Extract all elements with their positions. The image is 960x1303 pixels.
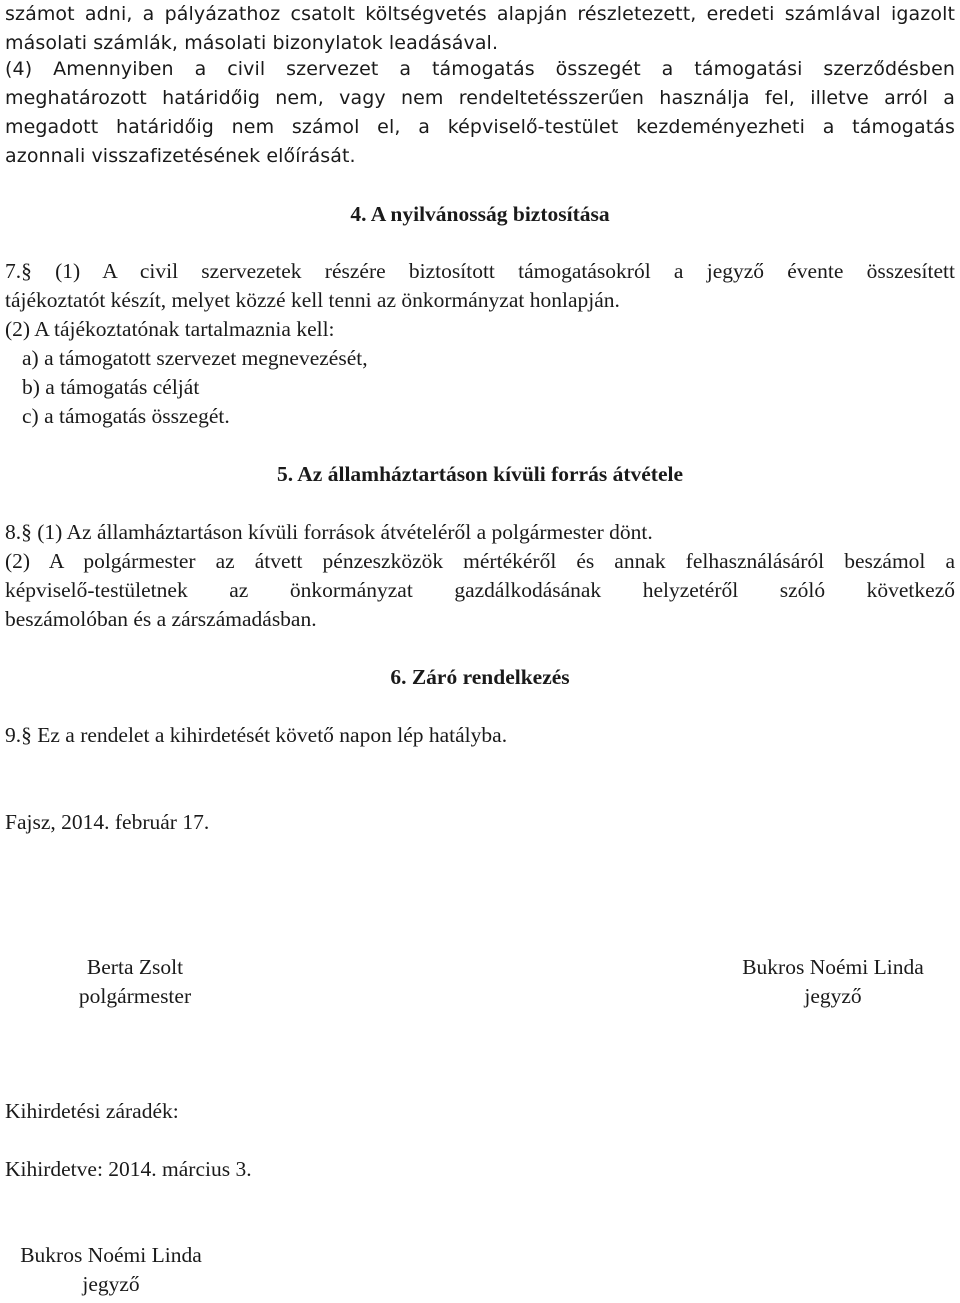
- signature-name-left: Berta Zsolt: [86, 955, 184, 979]
- section-heading: 4. A nyilvánosság biztosítása: [350, 202, 610, 226]
- paragraph-line: képviselő-testületnek az önkormányzat gazdálkodásának helyzetéről szóló következő: [5, 578, 955, 602]
- paragraph-line: másolati számlák, másolati bizonylatok leadásával.: [5, 32, 499, 54]
- paragraph-line: 9.§ Ez a rendelet a kihirdetését követő napon lép hatályba.: [5, 723, 508, 747]
- promulgation-title: jegyző: [82, 1272, 140, 1296]
- paragraph-line: 8.§ (1) Az államháztartáson kívüli források átvételéről a polgármester dönt.: [5, 520, 653, 544]
- paragraph-line: (2) A polgármester az átvett pénzeszközök mértékéről és annak felhasználásáról beszámol a: [5, 549, 955, 573]
- signature-title-left: polgármester: [78, 984, 192, 1008]
- place-date: Fajsz, 2014. február 17.: [5, 810, 210, 834]
- list-item: a) a támogatott szervezet megnevezését,: [22, 346, 368, 370]
- promulgation-date: Kihirdetve: 2014. március 3.: [5, 1157, 252, 1181]
- paragraph-line: (4) Amennyiben a civil szervezet a támogatás összegét a támogatási szerződésben: [5, 58, 955, 80]
- promulgation-heading: Kihirdetési záradék:: [5, 1099, 179, 1123]
- paragraph-line: (2) A tájékoztatónak tartalmaznia kell:: [5, 317, 335, 341]
- paragraph-line: azonnali visszafizetésének előírását.: [5, 145, 356, 167]
- paragraph-line: meghatározott határidőig nem, vagy nem rendeltetésszerűen használja fel, illetve arról a: [5, 87, 955, 109]
- list-item: c) a támogatás összegét.: [22, 404, 230, 428]
- paragraph-line: tájékoztatót készít, melyet közzé kell tenni az önkormányzat honlapján.: [5, 288, 620, 312]
- signature-title-right: jegyző: [804, 984, 862, 1008]
- paragraph-line: számot adni, a pályázathoz csatolt költségvetés alapján részletezett, eredeti számlával igazolt: [5, 3, 955, 25]
- paragraph-line: megadott határidőig nem számol el, a képviselő-testület kezdeményezheti a támogatás: [5, 116, 955, 138]
- signature-name-right: Bukros Noémi Linda: [742, 955, 924, 979]
- paragraph-line: 7.§ (1) A civil szervezetek részére biztosított támogatásokról a jegyző évente összesített: [5, 259, 955, 283]
- promulgation-name: Bukros Noémi Linda: [20, 1243, 202, 1267]
- paragraph-line: beszámolóban és a zárszámadásban.: [5, 607, 317, 631]
- section-heading: 5. Az államháztartáson kívüli forrás átvétele: [276, 462, 684, 486]
- section-heading: 6. Záró rendelkezés: [390, 665, 570, 689]
- list-item: b) a támogatás célját: [22, 375, 200, 399]
